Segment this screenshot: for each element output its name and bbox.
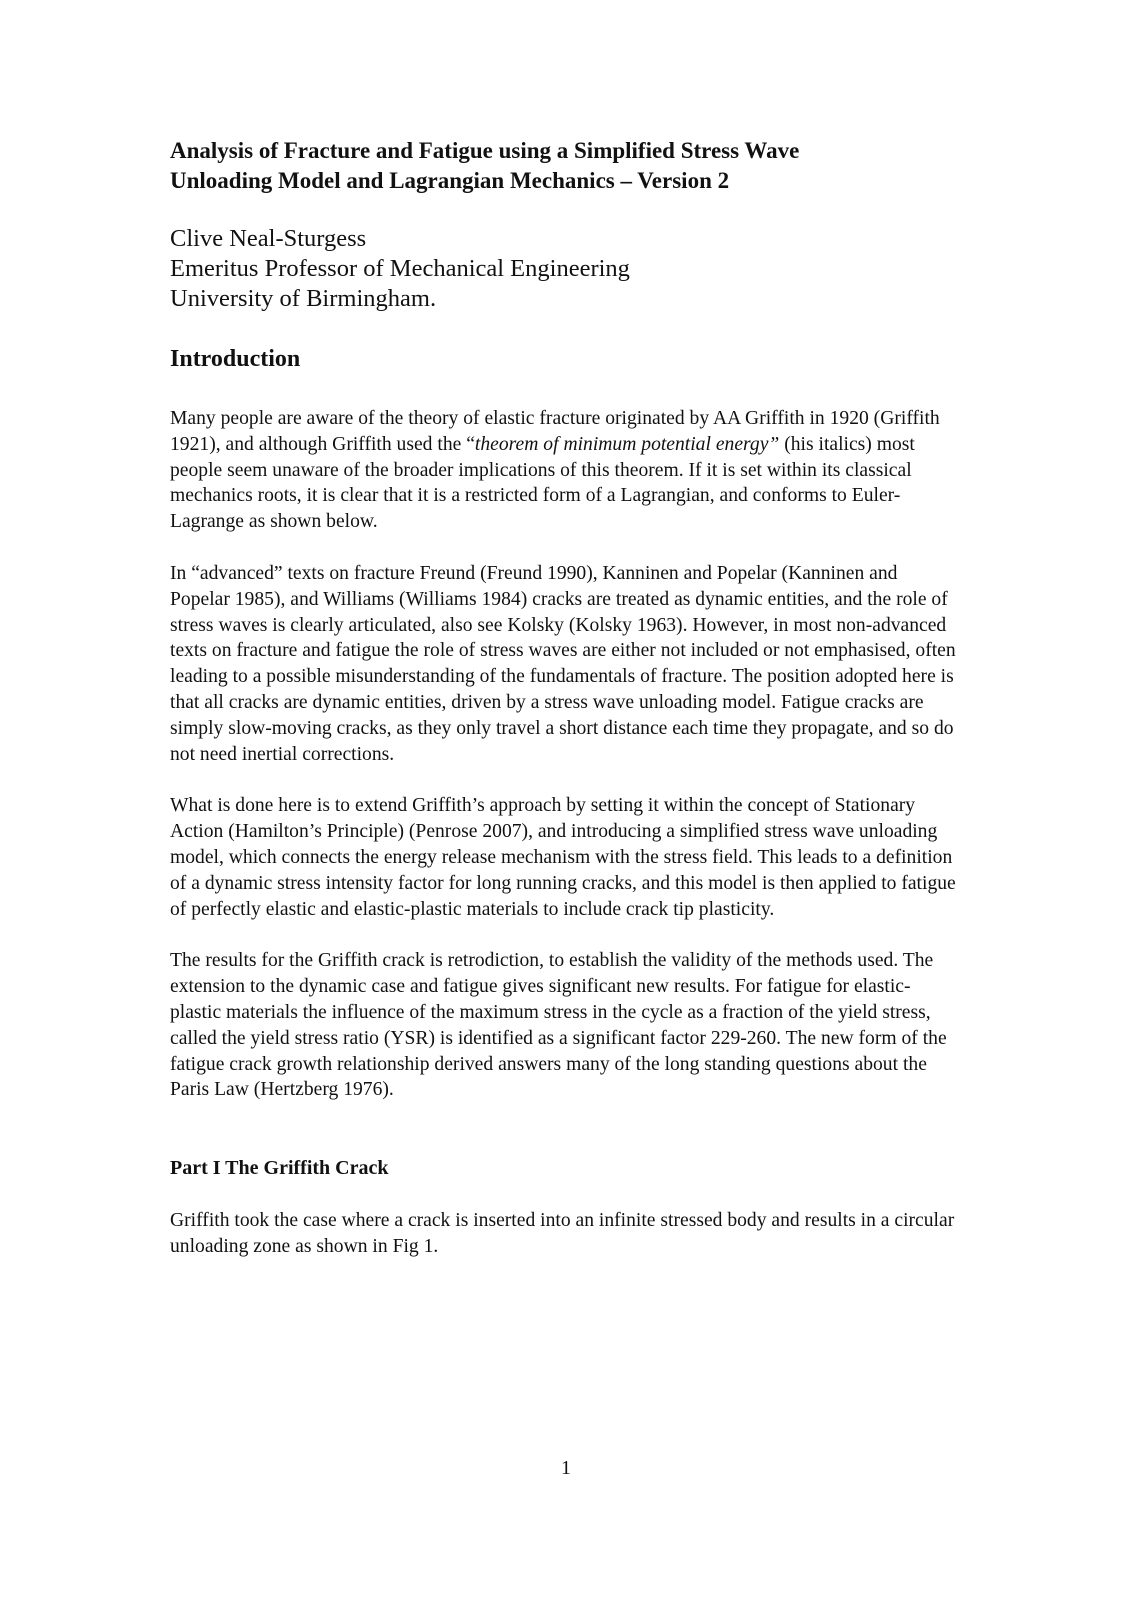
introduction-heading: Introduction	[170, 346, 301, 372]
paper-title	[170, 136, 960, 196]
author-position: Emeritus Professor of Mechanical Engineering	[170, 255, 630, 282]
author-affiliation: University of Birmingham.	[170, 285, 437, 312]
introduction-paragraph-1	[170, 406, 960, 535]
introduction-paragraph-1-text-b: (his italics) most people seem unaware of the broader implications of this theorem. If it is set within its classical mechanics roots, it is clear that it is a restricted form of a Lagrangian, and conforms to Euler-Lagrange as shown below.	[170, 433, 915, 533]
author-block	[170, 224, 960, 314]
introduction-paragraph-1-italic: theorem of minimum potential energy”	[474, 433, 780, 455]
page-number: 1	[561, 1457, 571, 1479]
introduction-paragraph-3: What is done here is to extend Griffith’s approach by setting it within the concept of Stationary Action (Hamilton’s Principle) (Penrose 2007), and introducing a simplified stress wave unloading model, which connects the energy release mechanism with the stress field. This leads to a definition of a dynamic stress intensity factor for long running cracks, and this model is then applied to fatigue of perfectly elastic and elastic-plastic materials to include crack tip plasticity.	[170, 795, 956, 920]
introduction-paragraph-4: The results for the Griffith crack is retrodiction, to establish the validity of the methods used. The extension to the dynamic case and fatigue gives significant new results. For fatigue for elastic-plastic materials the influence of the maximum stress in the cycle as a fraction of the yield stress, called the yield stress ratio (YSR) is identified as a significant factor 229-260. The new form of the fatigue crack growth relationship derived answers many of the long standing questions about the Paris Law (Hertzberg 1976).	[170, 950, 947, 1101]
paper-title-line-1: Analysis of Fracture and Fatigue using a Simplified Stress Wave	[170, 138, 800, 163]
introduction-paragraph-2: In “advanced” texts on fracture Freund (Freund 1990), Kanninen and Popelar (Kanninen and Popelar 1985), and Williams (Williams 1984) cracks are treated as dynamic entities, and the role of stress waves is clearly articulated, also see Kolsky (Kolsky 1963). However, in most non-advanced texts on fracture and fatigue the role of stress waves are either not included or not emphasised, often leading to a possible misunderstanding of the fundamentals of fracture. The position adopted here is that all cracks are dynamic entities, driven by a stress wave unloading model. Fatigue cracks are simply slow-moving cracks, as they only travel a short distance each time they propagate, and so do not need inertial corrections.	[170, 562, 956, 765]
part-1-heading: Part I The Griffith Crack	[170, 1157, 389, 1180]
author-name: Clive Neal-Sturgess	[170, 225, 367, 252]
paper-title-line-2: Unloading Model and Lagrangian Mechanics – Version 2	[170, 168, 730, 193]
page-content	[170, 136, 960, 1260]
introduction-paragraph-1-text-a: Many people are aware of the theory of elastic fracture originated by AA Griffith in 1920 (Griffith 1921), and although Griffith used the “	[170, 408, 940, 455]
part-1-paragraph-1: Griffith took the case where a crack is inserted into an infinite stressed body and results in a circular unloading zone as shown in Fig 1.	[170, 1210, 955, 1257]
